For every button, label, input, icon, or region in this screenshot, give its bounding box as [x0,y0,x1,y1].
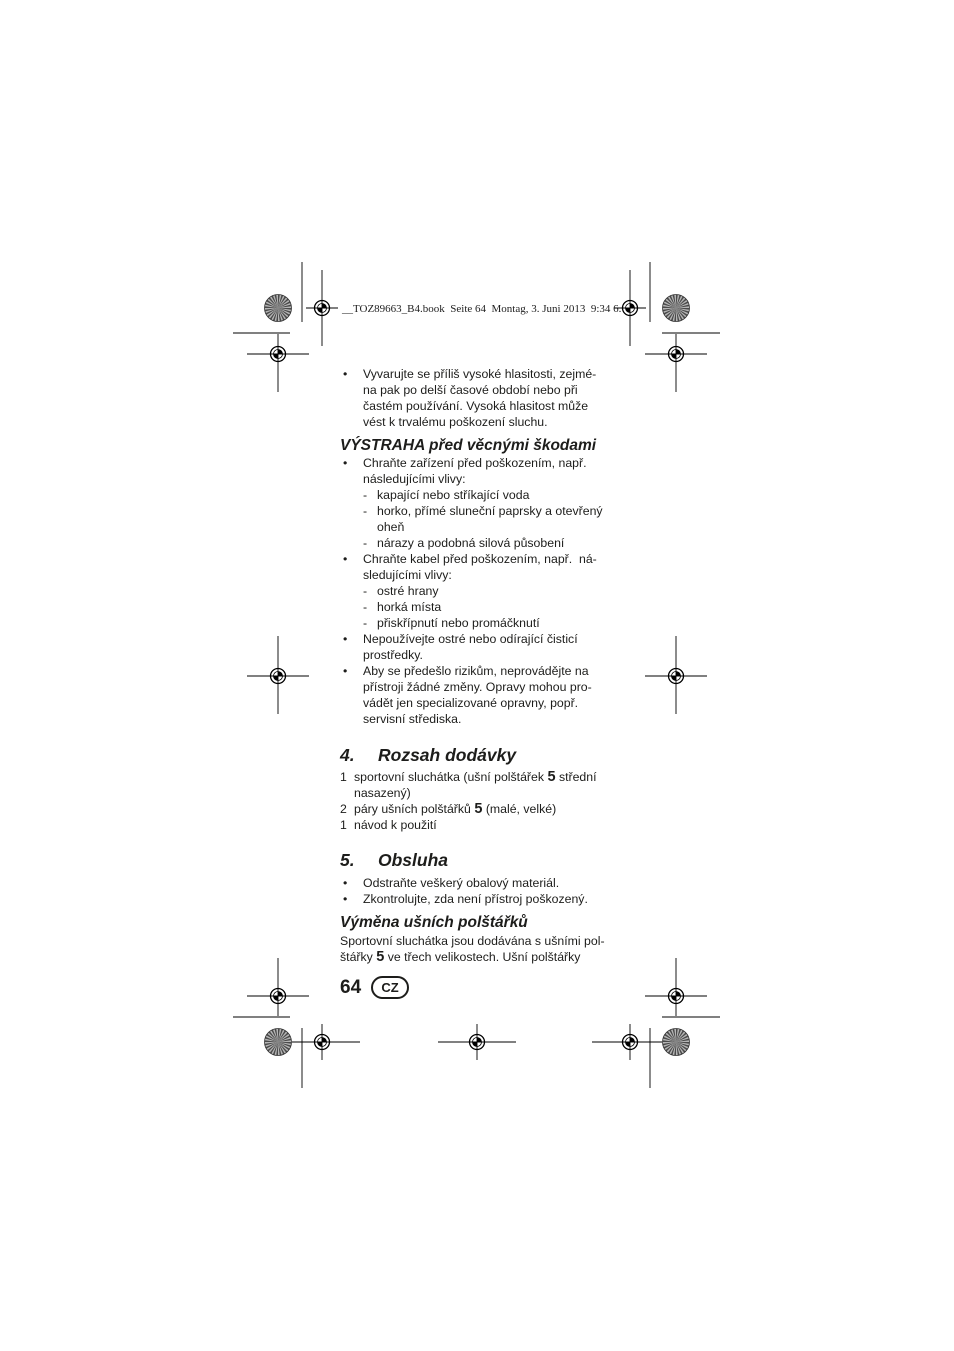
starburst-ray [669,296,676,308]
starburst-ray [266,300,278,308]
list-item [340,631,603,663]
sub-item [340,583,603,599]
starburst-ray [673,295,676,308]
starburst-fill [265,1029,292,1056]
text-line [340,695,603,711]
registration-inner-ring [318,304,327,313]
list-item [340,875,588,891]
sub-item [340,599,603,615]
line-text: přiskřípnutí nebo promáčknutí [377,616,540,630]
starburst-ray [664,308,676,315]
line-text: (malé, velké) [485,802,557,816]
part-reference: 5 [474,801,483,817]
starburst-ray [278,1029,283,1042]
starburst-ray [676,295,681,308]
dash-symbol: - [363,504,368,518]
starburst-ray [664,1042,676,1049]
starburst-ray [676,1032,687,1042]
text-line [340,631,603,647]
registration-inner-ring [672,672,681,681]
bullet-symbol: • [343,552,348,566]
line-text: přístroji žádné změny. Opravy mohou pro- [363,680,592,694]
starburst-ray [275,1029,278,1042]
text-line [340,933,605,949]
registration-mark-icon [306,270,338,346]
registration-quadrant [278,672,283,677]
delivery-list [340,769,597,833]
bullet-symbol: • [343,456,348,470]
part-reference: 5 [376,949,385,965]
registration-ring [669,989,684,1004]
registration-inner-ring [626,304,635,313]
starburst-ray [278,301,290,308]
starburst-ring [663,295,690,322]
bullet-symbol: • [343,892,348,906]
line-text: vádět jen specializované opravny, popř. [363,696,579,710]
registration-quadrant [630,304,635,309]
starburst-target-icon [265,295,292,322]
starburst-target-icon [265,1029,292,1056]
text-line [340,398,596,414]
registration-quadrant [676,992,681,997]
line-text: štářky [340,950,373,964]
registration-inner-ring [473,1038,482,1047]
starburst-ray [265,1042,278,1045]
section-heading-operation [340,849,448,871]
list-item [340,817,597,833]
starburst-ray [278,1039,291,1042]
starburst-ray [278,1042,288,1053]
starburst-ray [676,1042,683,1054]
line-text: oheň [377,520,405,534]
page-number: 64 [340,977,362,998]
text-line [340,949,605,965]
property-warning-list [340,455,603,727]
registration-quadrant [318,308,323,313]
text-line [340,647,603,663]
starburst-ray [266,1042,278,1049]
starburst-ray [674,308,676,322]
starburst-ring [663,1029,690,1056]
text-line [340,663,603,679]
line-text: nárazy a podobná silová působení [377,536,565,550]
starburst-ray [665,308,676,318]
line-text: Aby se předešlo rizikům, neprovádějte na [363,664,589,678]
registration-quadrant [274,676,279,681]
starburst-ray [278,308,291,313]
starburst-ray [676,1042,686,1053]
registration-quadrant [318,1042,323,1047]
starburst-ray [663,308,676,311]
text-line [340,414,596,430]
line-text: kapající nebo stříkající voda [377,488,530,502]
registration-ring [315,301,330,316]
dash-symbol: - [363,536,368,550]
text-line [340,711,603,727]
starburst-ray [278,1029,280,1043]
line-text: horko, přímé sluneční paprsky a otevřený [377,504,603,518]
line-text: ostré hrany [377,584,439,598]
registration-quadrant [274,354,279,359]
line-text: Nepoužívejte ostré nebo odírající čisticí [363,632,578,646]
starburst-ray [278,1042,292,1044]
starburst-ray [676,1042,689,1047]
starburst-ray [671,308,676,321]
hearing-warning-item [340,366,596,430]
line-text: Chraňte zařízení před poškozením, např. [363,456,587,470]
list-item [340,663,603,727]
starburst-ray [271,296,278,308]
starburst-ray [265,303,278,308]
registration-quadrant [322,1038,327,1043]
registration-ring [669,347,684,362]
language-badge: CZ [371,976,409,999]
line-text: ve třech velikostech. Ušní polštářky [387,950,581,964]
line-text: návod k použití [354,818,437,832]
registration-mark-icon [247,958,309,1016]
starburst-ray [668,308,676,320]
bullet-symbol: • [343,876,348,890]
registration-quadrant [278,350,283,355]
starburst-fill [663,295,690,322]
list-item [340,551,603,631]
line-text: sledujícími vlivy: [363,568,452,582]
registration-mark-icon [438,1024,516,1060]
starburst-ray [273,1042,278,1055]
starburst-ring [265,295,292,322]
starburst-ray [664,1034,676,1042]
registration-inner-ring [274,672,283,681]
registration-quadrant [322,304,327,309]
sub-item [340,503,603,519]
dash-symbol: - [363,584,368,598]
registration-ring [315,1035,330,1050]
starburst-ray [278,1035,290,1042]
text-line [340,382,596,398]
text-line [340,471,603,487]
line-text: střední [558,770,597,784]
registration-quadrant [676,672,681,677]
line-text: horká místa [377,600,442,614]
starburst-ray [676,1029,681,1042]
starburst-ray [668,1042,676,1054]
starburst-ray [278,1042,285,1054]
line-text: častém používání. Vysoká hlasitost může [363,399,589,413]
section-title: Obsluha [378,850,449,870]
starburst-ray [676,308,686,319]
registration-mark-icon [592,1024,662,1060]
starburst-ray [273,308,278,321]
bullet-symbol: • [343,664,348,678]
starburst-ray [676,301,688,308]
starburst-target-icon [663,295,690,322]
starburst-ray [676,296,684,308]
line-text: Odstraňte veškerý obalový materiál. [363,876,560,890]
line-text: Zkontrolujte, zda není přístroj poškozený. [363,892,588,906]
starburst-ray [676,1042,690,1044]
starburst-ray [676,298,687,308]
starburst-ray [673,1029,676,1042]
registration-ring [669,669,684,684]
starburst-ray [267,308,278,318]
dash-symbol: - [363,616,368,630]
text-line [340,455,603,471]
line-text: nasazený) [354,786,411,800]
starburst-ray [266,1034,278,1042]
registration-inner-ring [274,992,283,1001]
registration-quadrant [672,676,677,681]
starburst-ray [664,300,676,308]
starburst-ray [676,1035,688,1042]
starburst-ray [270,308,278,320]
starburst-ray [676,308,690,310]
line-text: Chraňte kabel před poškozením, např. ná- [363,552,597,566]
registration-quadrant [626,1042,631,1047]
registration-ring [623,1035,638,1050]
registration-inner-ring [318,1038,327,1047]
starburst-ray [265,308,278,311]
section-title: Rozsah dodávky [378,745,517,765]
starburst-ray [676,308,683,320]
starburst-ray [278,298,289,308]
quantity: 1 [340,818,347,832]
line-text: následujícími vlivy: [363,472,466,486]
dash-symbol: - [363,488,368,502]
ear-pads-paragraph [340,933,605,965]
starburst-ray [270,1042,278,1054]
starburst-ray [663,1037,676,1042]
starburst-ray [676,1030,684,1042]
starburst-ray [278,308,292,310]
line-text: páry ušních polštářků [354,802,471,816]
registration-ring [271,989,286,1004]
starburst-ray [669,1030,676,1042]
starburst-ray [265,1037,278,1042]
registration-mark-icon [645,958,707,1016]
starburst-ray [268,297,278,308]
starburst-ray [671,1042,676,1055]
starburst-fill [663,1029,690,1056]
registration-quadrant [672,354,677,359]
quantity: 2 [340,802,347,816]
starburst-ray [676,1042,688,1050]
starburst-ray [676,295,678,309]
sub-item [340,615,603,631]
starburst-ray [666,297,676,308]
registration-ring [271,669,286,684]
dash-symbol: - [363,600,368,614]
registration-ring [623,301,638,316]
line-text: vést k trvalému poškození sluchu. [363,415,548,429]
registration-mark-icon [247,334,309,392]
section-heading-delivery [340,744,516,766]
starburst-ray [676,305,689,308]
starburst-ray [278,1042,291,1047]
starburst-ray [676,308,679,321]
registration-mark-icon [645,636,707,714]
starburst-ray [676,308,689,313]
starburst-ray [663,303,676,308]
registration-quadrant [672,996,677,1001]
text-line [340,519,603,535]
starburst-ray [266,308,278,315]
starburst-ray [265,306,279,308]
starburst-ray [676,1039,689,1042]
text-line [340,366,596,382]
starburst-ray [278,1030,286,1042]
starburst-fill [265,295,292,322]
starburst-ray [276,308,278,322]
registration-mark-icon [292,1024,360,1060]
registration-quadrant [676,350,681,355]
starburst-ray [278,308,290,316]
registration-quadrant [274,996,279,1001]
registration-inner-ring [672,350,681,359]
quantity: 1 [340,770,347,784]
line-text: sportovní sluchátka (ušní polštářek [354,770,545,784]
starburst-ray [276,1042,278,1056]
starburst-ray [271,1030,278,1042]
starburst-ray [674,1042,676,1056]
registration-mark-icon [645,334,707,392]
starburst-ray [278,1042,290,1050]
print-job-header: __TOZ89663_B4.book Seite 64 Montag, 3. Juni 2013 9:34 6. [342,303,622,315]
property-warning-heading: VÝSTRAHA před věcnými škodami [340,437,597,454]
starburst-ray [676,1042,679,1055]
line-text: na pak po delší časové období nebo při [363,383,578,397]
registration-mark-icon [247,636,309,714]
registration-quadrant [473,1042,478,1047]
section-number: 4. [340,745,355,765]
section-number: 5. [340,850,355,870]
starburst-ray [278,296,286,308]
list-item [340,891,588,907]
starburst-ray [676,308,688,316]
starburst-ray [278,1032,289,1042]
starburst-ray [278,305,291,308]
starburst-ray [278,295,283,308]
registration-quadrant [278,992,283,997]
starburst-ray [663,1040,677,1042]
starburst-ray [275,295,278,308]
registration-quadrant [477,1038,482,1043]
starburst-ray [278,1042,281,1055]
registration-quadrant [626,308,631,313]
sub-item [340,535,603,551]
registration-ring [271,347,286,362]
operation-list [340,875,588,907]
line-text: servisní střediska. [363,712,462,726]
subsection-heading-ear-pads: Výměna ušních polštářků [340,914,528,931]
list-item [340,455,603,551]
starburst-ring [265,1029,292,1056]
starburst-ray [267,1042,278,1052]
starburst-ray [278,295,280,309]
registration-ring [470,1035,485,1050]
registration-quadrant [630,1038,635,1043]
registration-inner-ring [672,992,681,1001]
line-text: prostředky. [363,648,423,662]
text-line [340,567,603,583]
text-line [340,551,603,567]
starburst-ray [666,1031,676,1042]
starburst-ray [268,1031,278,1042]
starburst-ray [265,1040,279,1042]
starburst-ray [278,308,288,319]
list-item [340,801,597,817]
registration-inner-ring [626,1038,635,1047]
sub-item [340,487,603,503]
list-item [340,769,597,801]
starburst-ray [278,308,281,321]
starburst-ray [665,1042,676,1052]
line-text: Vyvarujte se příliš vysoké hlasitosti, zejmé- [363,367,597,381]
registration-inner-ring [274,350,283,359]
starburst-ray [663,306,677,308]
text-line [340,769,597,785]
text-line [340,679,603,695]
starburst-ray [676,1029,678,1043]
part-reference: 5 [547,769,556,785]
text-line [340,785,597,801]
line-text: Sportovní sluchátka jsou dodávána s ušními pol- [340,934,605,948]
text-line [340,801,597,817]
starburst-ray [663,1042,676,1045]
bullet-symbol: • [343,367,348,381]
starburst-ray [278,308,285,320]
text-line [340,817,597,833]
bullet-symbol: • [343,632,348,646]
starburst-target-icon [663,1029,690,1056]
